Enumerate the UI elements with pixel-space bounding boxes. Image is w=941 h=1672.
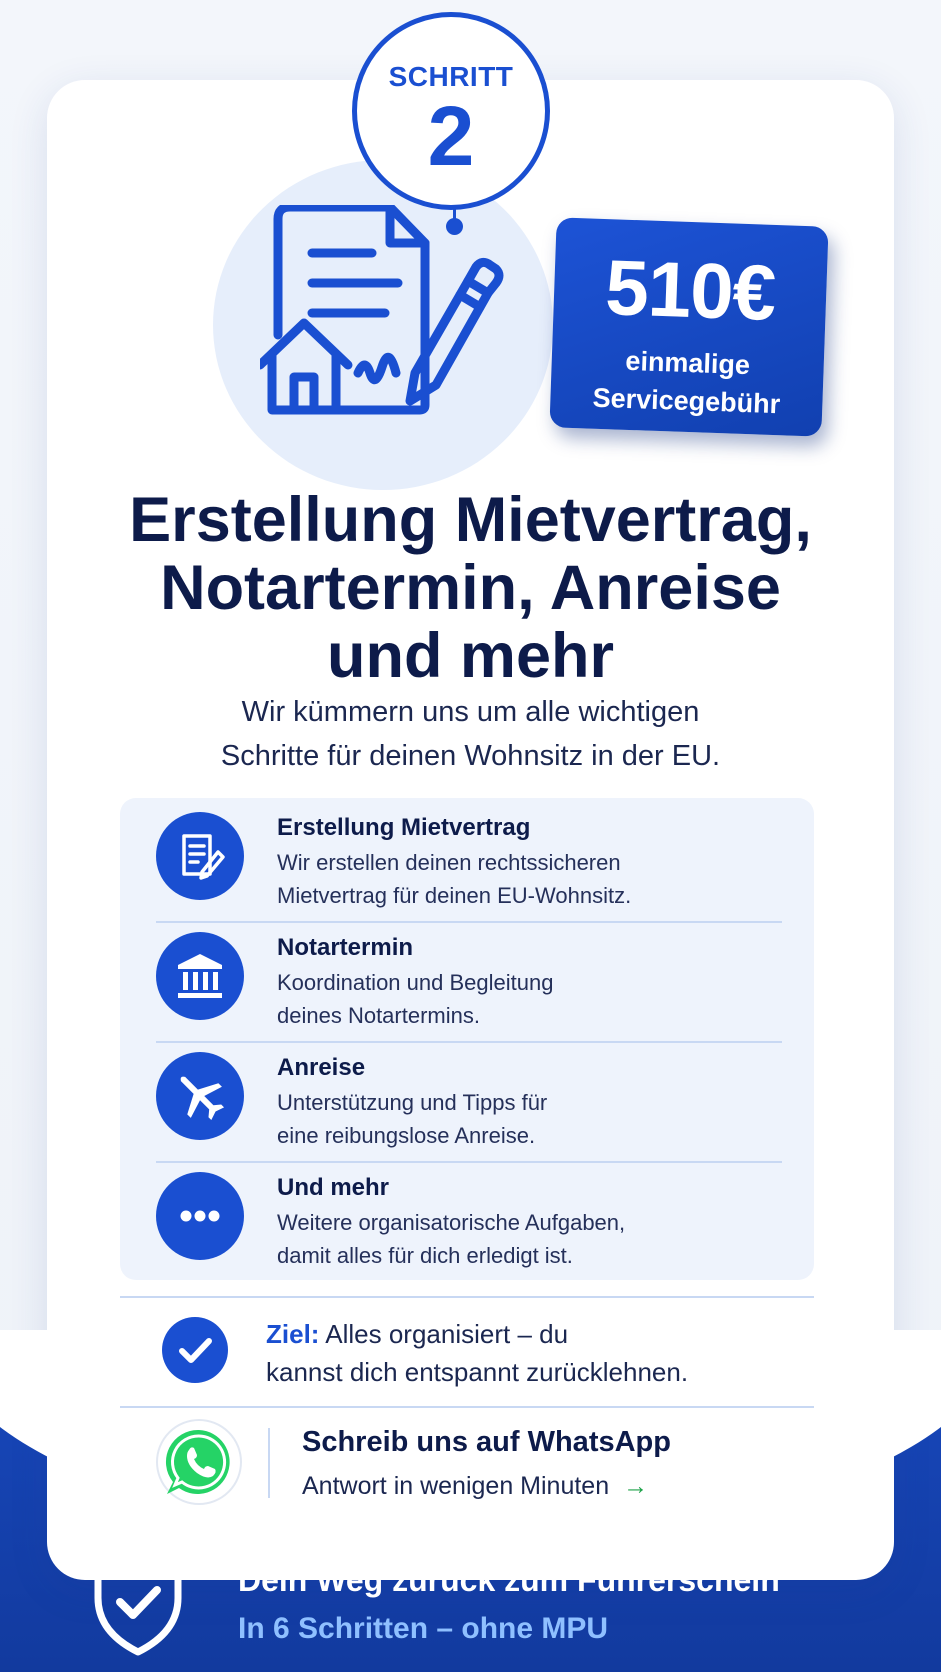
divider [156,1041,782,1043]
subtitle-line-2: Schritte für deinen Wohnsitz in der EU. [220,740,721,772]
service-title: Erstellung Mietvertrag [277,814,531,841]
service-item-mietvertrag [120,812,814,932]
service-desc-line-2: damit alles für dich erledigt ist. [277,1243,573,1268]
price-amount: 510€ [604,243,777,337]
arrow-right-icon[interactable]: → [623,1472,649,1500]
service-desc-line-1: Koordination und Begleitung [277,970,554,995]
service-desc-line-2: deines Notartermins. [277,1003,480,1028]
service-desc-line-1: Unterstützung und Tipps für [277,1090,548,1115]
contract-signature-icon [260,205,530,455]
document-edit-icon [156,812,244,900]
goal-line-2: kannst dich entspannt zurücklehnen. [266,1357,689,1387]
service-description [277,1086,797,1152]
whatsapp-subtitle-text: Antwort in wenigen Minuten [302,1472,610,1500]
service-description [277,846,797,912]
divider [156,1161,782,1163]
price-line-2: Servicegebühr [592,382,781,420]
subtitle-line-1: Wir kümmern uns um alle wichtigen [241,696,700,728]
price-line-1: einmalige [624,345,751,381]
service-title: Notartermin [277,934,414,961]
price-description [550,339,824,424]
bank-building-icon [156,932,244,1020]
price-tag [549,217,828,436]
goal-line-1: Alles organisiert – du [325,1319,569,1349]
goal-statement [266,1315,786,1391]
airplane-icon [156,1052,244,1140]
step-connector-dot [446,218,463,235]
footer-subtitle: In 6 Schritten – ohne MPU [238,1612,609,1645]
divider [156,921,782,923]
service-item-notartermin [120,932,814,1052]
service-desc-line-2: Mietvertrag für deinen EU-Wohnsitz. [277,883,632,908]
step-number: 2 [427,89,475,183]
more-dots-icon [156,1172,244,1260]
service-title: Anreise [277,1054,366,1081]
service-item-anreise [120,1052,814,1172]
whatsapp-icon[interactable] [155,1418,243,1506]
title-line-3: und mehr [326,621,614,691]
service-item-und-mehr [120,1172,814,1292]
service-desc-line-1: Wir erstellen deinen rechtssicheren [277,850,621,875]
whatsapp-cta-title[interactable]: Schreib uns auf WhatsApp [302,1426,671,1458]
step-label: SCHRITT [388,61,514,92]
footer-title: Dein Weg zurück zum Führerschein [238,1562,780,1598]
service-desc-line-1: Weitere organisatorische Aufgaben, [277,1210,626,1235]
service-list [120,798,814,1280]
page-title [60,486,881,690]
service-desc-line-2: eine reibungslose Anreise. [277,1123,536,1148]
title-line-1: Erstellung Mietvertrag, [129,485,812,555]
service-description [277,966,797,1032]
service-title: Und mehr [277,1174,390,1201]
goal-label: Ziel: [266,1319,320,1349]
checkmark-icon [162,1317,228,1383]
title-line-2: Notartermin, Anreise [160,553,781,623]
divider [120,1406,814,1408]
service-description [277,1206,797,1272]
whatsapp-cta-subtitle[interactable] [302,1472,648,1501]
step-badge [352,12,550,210]
divider [120,1296,814,1298]
page-subtitle [60,690,881,778]
whatsapp-separator [268,1428,270,1498]
shield-check-icon [92,1548,184,1656]
